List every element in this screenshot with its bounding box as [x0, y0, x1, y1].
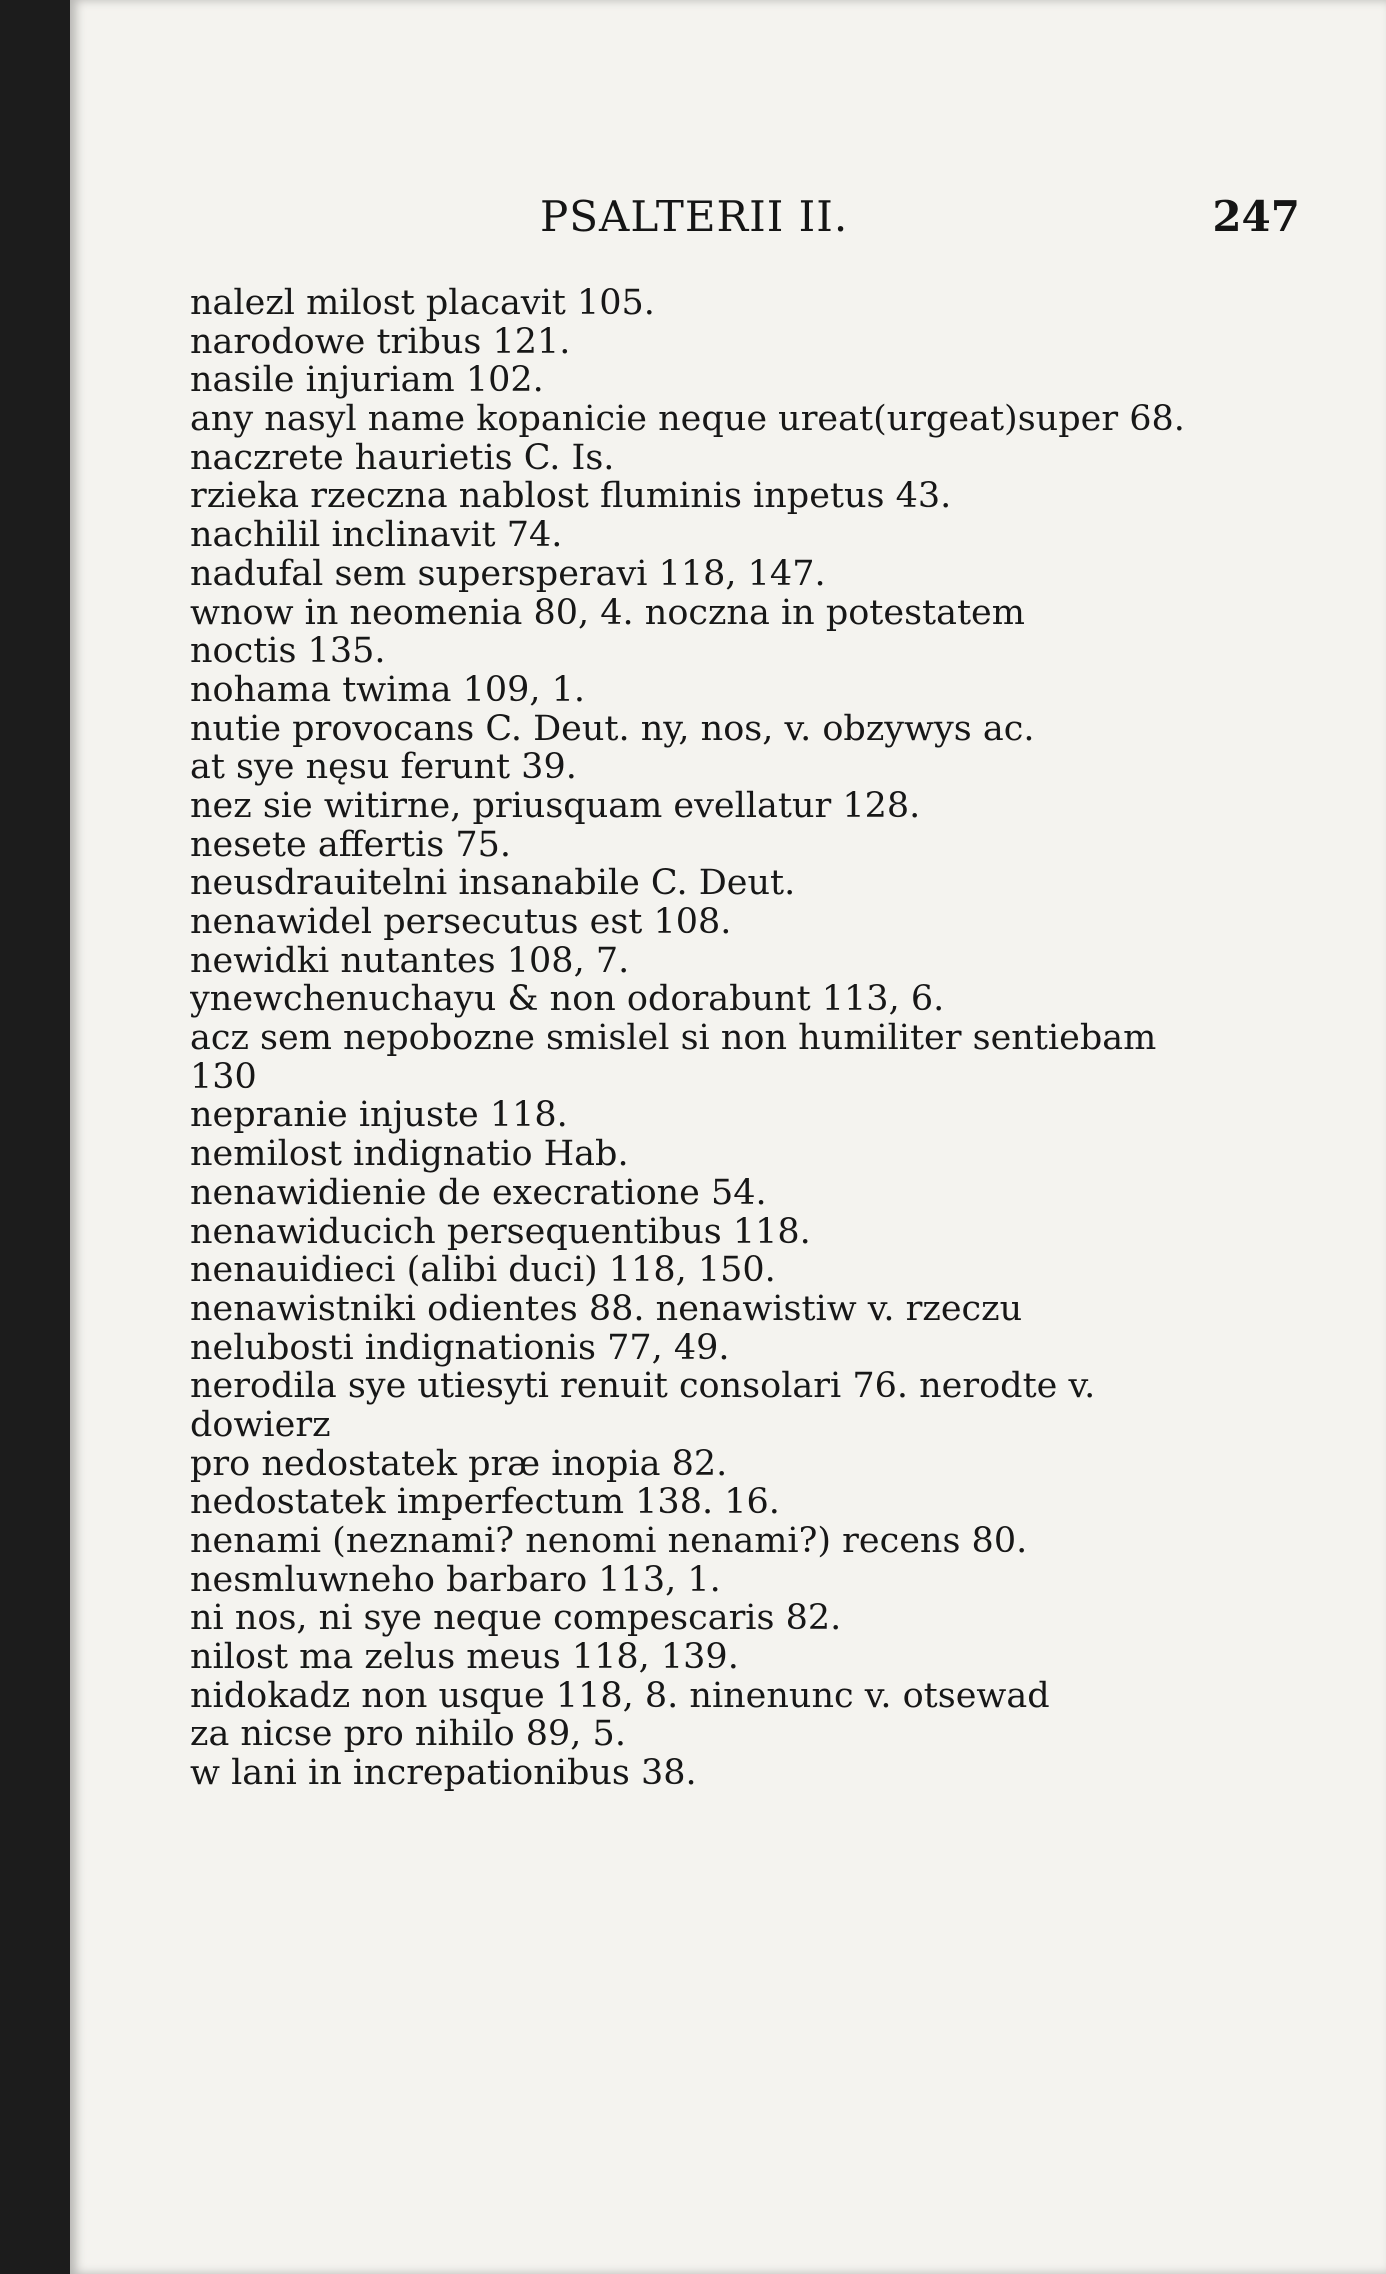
entry-line: nenauidieci (alibi duci) 118, 150.	[190, 1251, 776, 1290]
entry-line: nutie provocans C. Deut. ny, nos, v. obzywys ac.	[190, 709, 1035, 749]
page-number: 247	[1212, 192, 1300, 241]
entry-line: nasile injuriam 102.	[190, 361, 544, 401]
book-page	[70, 0, 1386, 2274]
entry-line: nepranie injuste 118.	[190, 1096, 568, 1136]
entry-line: nerodila sye utiesyti renuit consolari 76. nerodte v.	[190, 1367, 1096, 1406]
entry-line: nemilost indignatio Hab.	[190, 1135, 629, 1174]
entry-line: nidokadz non usque 118, 8. ninenunc v. otsewad	[190, 1676, 1050, 1716]
entry-line: w lani in increpationibus 38.	[190, 1754, 697, 1793]
entry-line: newidki nutantes 108, 7.	[190, 941, 630, 981]
entry-line: nedostatek imperfectum 138. 16.	[190, 1483, 780, 1522]
entry-line: acz sem nepobozne smislel si non humiliter sentiebam	[190, 1019, 1157, 1058]
entry-line: wnow in neomenia 80, 4. noczna in potestatem	[190, 593, 1025, 633]
entry-line: nelubosti indignationis 77, 49.	[190, 1328, 730, 1368]
entry-line: nilost ma zelus meus 118, 139.	[190, 1638, 739, 1677]
entry-line: nenawiducich persequentibus 118.	[190, 1212, 811, 1252]
glossary-entries	[190, 284, 1310, 1793]
entry-line: nenami (neznami? nenomi nenami?) recens 80.	[190, 1522, 1028, 1561]
entry-line: noctis 135.	[190, 632, 386, 671]
entry-line: dowierz	[190, 1405, 331, 1445]
entry-line: nenawidel persecutus est 108.	[190, 903, 732, 942]
entry-line: ynewchenuchayu & non odorabunt 113, 6.	[190, 980, 945, 1020]
entry-line: 130	[190, 1057, 257, 1097]
entry-line: nenawidienie de execratione 54.	[190, 1173, 767, 1213]
entry-line: pro nedostatek præ inopia 82.	[190, 1444, 728, 1484]
entry-line: nenawistniki odientes 88. nenawistiw v. rzeczu	[190, 1289, 1023, 1329]
entry-line: za nicse pro nihilo 89, 5.	[190, 1715, 626, 1755]
running-title: PSALTERII II.	[540, 192, 849, 241]
entry-line: nachilil inclinavit 74.	[190, 516, 563, 555]
entry-line: rzieka rzeczna nablost fluminis inpetus 43.	[190, 477, 952, 517]
running-header	[540, 192, 1300, 252]
entry-line: at sye nęsu ferunt 39.	[190, 748, 577, 787]
entry-line: ni nos, ni sye neque compescaris 82.	[190, 1599, 842, 1639]
entry-line: narodowe tribus 121.	[190, 322, 571, 362]
binding-gutter	[0, 0, 70, 2274]
entry-line: nohama twima 109, 1.	[190, 670, 586, 710]
entry-line: neusdrauitelni insanabile C. Deut.	[190, 864, 796, 903]
entry-line: any nasyl name kopanicie neque ureat(urgeat)super 68.	[190, 400, 1185, 439]
entry-line: nalezl milost placavit 105.	[190, 284, 655, 323]
entry-line: nesmluwneho barbaro 113, 1.	[190, 1560, 721, 1600]
entry-line: nesete affertis 75.	[190, 825, 512, 865]
entry-line: nadufal sem supersperavi 118, 147.	[190, 554, 826, 594]
entry-line: naczrete haurietis C. Is.	[190, 438, 615, 478]
entry-line: nez sie witirne, priusquam evellatur 128.	[190, 786, 921, 826]
